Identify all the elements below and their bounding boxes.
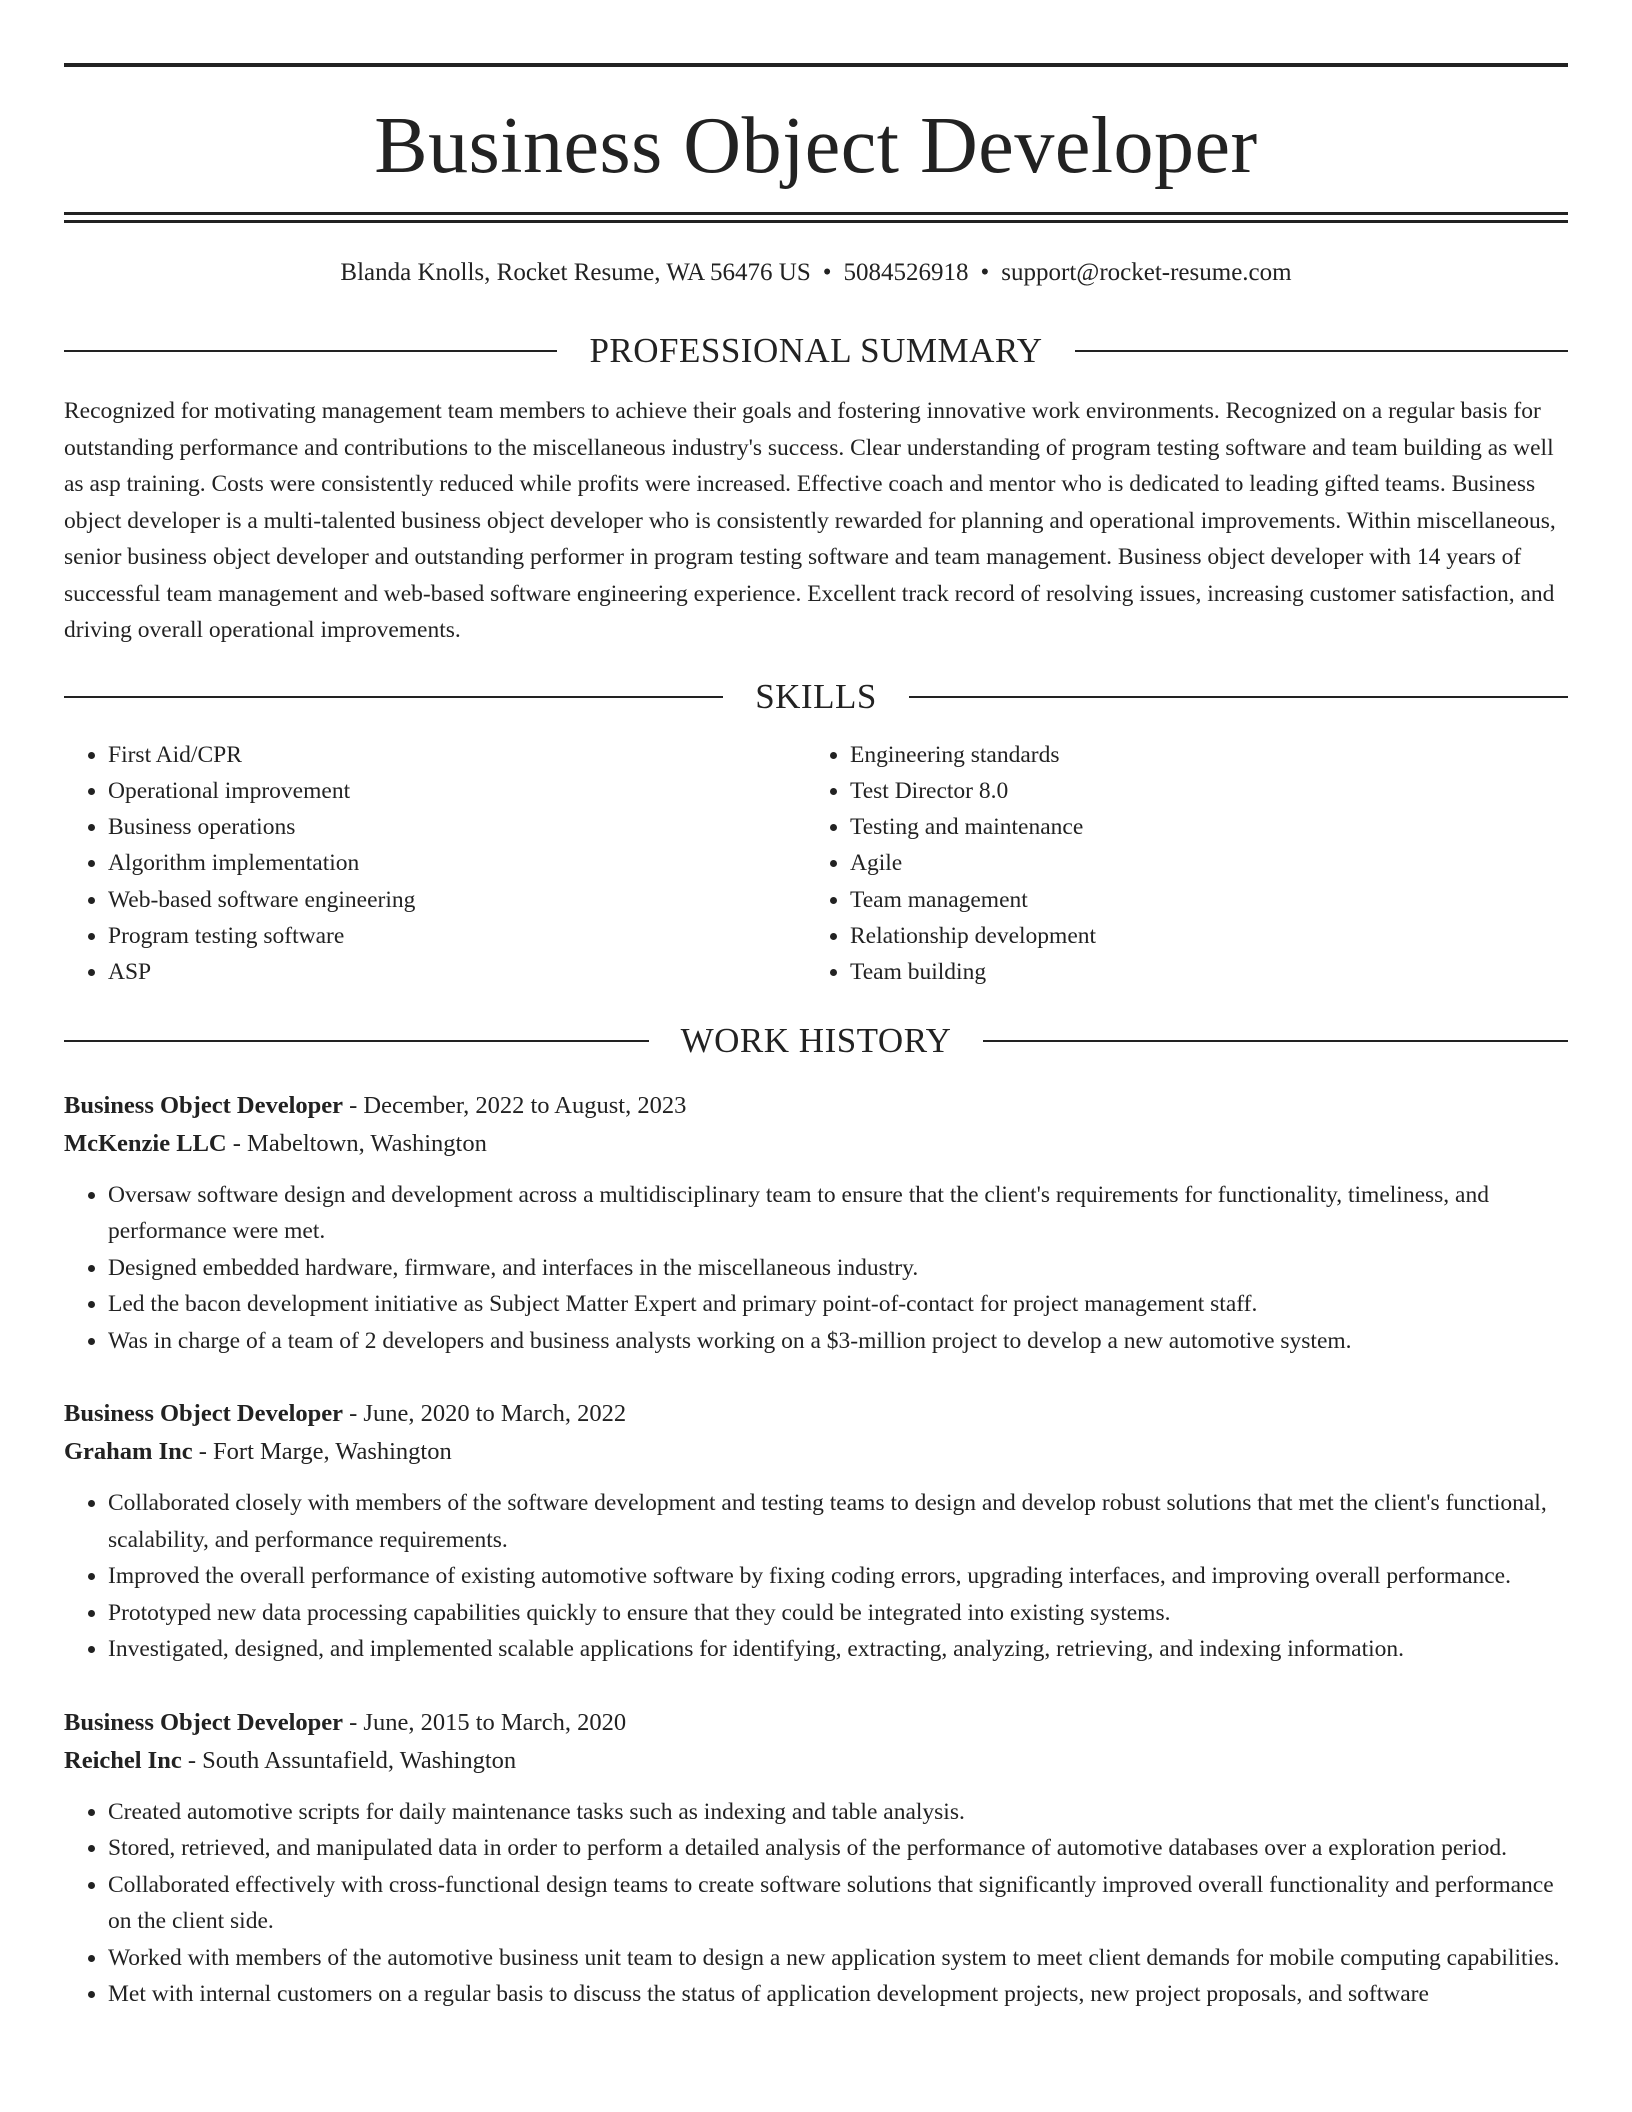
resume-page — [64, 0, 1568, 2013]
job-entry — [64, 1395, 1568, 1668]
job-bullet: • Investigated, designed, and implemented scalable applications for identifying, extracting, analyzing, retrieving, and indexing information. — [108, 1631, 1568, 1668]
heading-rule — [64, 696, 723, 698]
contact-line — [64, 257, 1568, 289]
skill-item: • Team building — [850, 954, 1548, 990]
skill-item: • Engineering standards — [850, 737, 1548, 773]
skills-list-left — [64, 737, 806, 991]
job-location: - Mabeltown, Washington — [226, 1129, 487, 1157]
skill-item: • Program testing software — [108, 918, 806, 954]
summary-heading — [64, 329, 1568, 373]
job-bullet: • Was in charge of a team of 2 developers and business analysts working on a $3-million project to develop a new automotive system. — [108, 1323, 1568, 1360]
job-entry — [64, 1704, 1568, 2013]
job-title-line — [64, 1087, 1568, 1125]
skill-item: • Agile — [850, 845, 1548, 881]
job-bullet: • Created automotive scripts for daily maintenance tasks such as indexing and table analysis. — [108, 1794, 1568, 1831]
skill-item: • First Aid/CPR — [108, 737, 806, 773]
job-location: - South Assuntafield, Washington — [181, 1746, 517, 1774]
job-bullet: • Oversaw software design and development across a multidisciplinary team to ensure that the client's requirements for functionality, timeliness, and performance were met. — [108, 1177, 1568, 1250]
job-company-line — [64, 1125, 1568, 1163]
work-history-heading — [64, 1019, 1568, 1063]
work-history-heading-label: WORK HISTORY — [680, 1020, 952, 1060]
skills-columns — [64, 737, 1568, 991]
heading-rule — [64, 1040, 649, 1042]
skills-heading-label: SKILLS — [755, 676, 877, 716]
skill-item: • Relationship development — [850, 918, 1548, 954]
summary-heading-label: PROFESSIONAL SUMMARY — [589, 331, 1043, 370]
job-title: Business Object Developer — [64, 1708, 343, 1736]
job-location: - Fort Marge, Washington — [192, 1438, 452, 1466]
skill-item: • Operational improvement — [108, 773, 806, 809]
skill-item: • ASP — [108, 954, 806, 990]
contact-phone: 5084526918 — [843, 259, 969, 286]
title-double-rule — [64, 212, 1568, 223]
skill-item: • Business operations — [108, 809, 806, 845]
job-dates: - June, 2015 to March, 2020 — [343, 1708, 627, 1736]
job-bullet: • Met with internal customers on a regular basis to discuss the status of application development projects, new project proposals, and software — [108, 1976, 1568, 2013]
job-bullet: • Prototyped new data processing capabilities quickly to ensure that they could be integrated into existing systems. — [108, 1595, 1568, 1632]
job-bullet: • Collaborated effectively with cross-functional design teams to create software solutions that significantly improved overall functionality and performance on the client side. — [108, 1867, 1568, 1940]
job-dates: - December, 2022 to August, 2023 — [343, 1091, 687, 1119]
contact-email: support@rocket-resume.com — [1001, 259, 1292, 286]
job-bullet: • Collaborated closely with members of the software development and testing teams to design and develop robust solutions that met the client's functional, scalability, and performance requirements. — [108, 1485, 1568, 1558]
job-company: McKenzie LLC — [64, 1129, 227, 1157]
contact-separator: • — [980, 259, 990, 286]
job-title: Business Object Developer — [64, 1400, 343, 1428]
job-company: Graham Inc — [64, 1438, 193, 1466]
job-company-line — [64, 1433, 1568, 1471]
skill-item: • Web-based software engineering — [108, 882, 806, 918]
job-bullet: • Improved the overall performance of existing automotive software by fixing coding errors, upgrading interfaces, and improving overall performance. — [108, 1558, 1568, 1595]
job-entry — [64, 1087, 1568, 1360]
resume-title: Business Object Developer — [374, 102, 1258, 190]
job-company-line — [64, 1742, 1568, 1780]
job-title: Business Object Developer — [64, 1091, 343, 1119]
job-bullet: • Designed embedded hardware, firmware, and interfaces in the miscellaneous industry. — [108, 1250, 1568, 1287]
job-title-line — [64, 1395, 1568, 1433]
heading-rule — [909, 696, 1568, 698]
job-bullet: • Stored, retrieved, and manipulated data in order to perform a detailed analysis of the performance of automotive databases over a exploration period. — [108, 1830, 1568, 1867]
heading-rule — [983, 1040, 1568, 1042]
job-bullets — [64, 1485, 1568, 1668]
contact-address: Blanda Knolls, Rocket Resume, WA 56476 US — [340, 259, 811, 286]
skill-item: • Test Director 8.0 — [850, 773, 1548, 809]
skills-heading — [64, 675, 1568, 719]
summary-text: Recognized for motivating management team members to achieve their goals and fostering innovative work environments. Recognized on a regular basis for outstanding performance and contributions to the miscellaneous industry's success. Clear understanding of program testing software and team building as well as asp training. Costs were consistently reduced while profits were increased. Effective coach and mentor who is dedicated to leading gifted teams. Business object developer is a multi-talented business object developer who is consistently rewarded for planning and operational improvements. Within miscellaneous, senior business object developer and outstanding performer in program testing software and team management. Business object developer with 14 years of successful team management and web-based software engineering experience. Excellent track record of resolving issues, increasing customer satisfaction, and driving overall operational improvements. — [64, 398, 1556, 643]
job-bullets — [64, 1177, 1568, 1360]
heading-rule — [1075, 350, 1568, 352]
skills-list-right — [806, 737, 1548, 991]
contact-separator: • — [822, 259, 832, 286]
job-bullet: • Worked with members of the automotive business unit team to design a new application system to meet client demands for mobile computing capabilities. — [108, 1940, 1568, 1977]
job-title-line — [64, 1704, 1568, 1742]
skill-item: • Testing and maintenance — [850, 809, 1548, 845]
job-bullets — [64, 1794, 1568, 2013]
skill-item: • Team management — [850, 882, 1548, 918]
skill-item: • Algorithm implementation — [108, 845, 806, 881]
job-dates: - June, 2020 to March, 2022 — [343, 1400, 627, 1428]
heading-rule — [64, 350, 557, 352]
top-rule — [64, 63, 1568, 67]
job-company: Reichel Inc — [64, 1746, 182, 1774]
job-bullet: • Led the bacon development initiative as Subject Matter Expert and primary point-of-contact for project management staff. — [108, 1286, 1568, 1323]
